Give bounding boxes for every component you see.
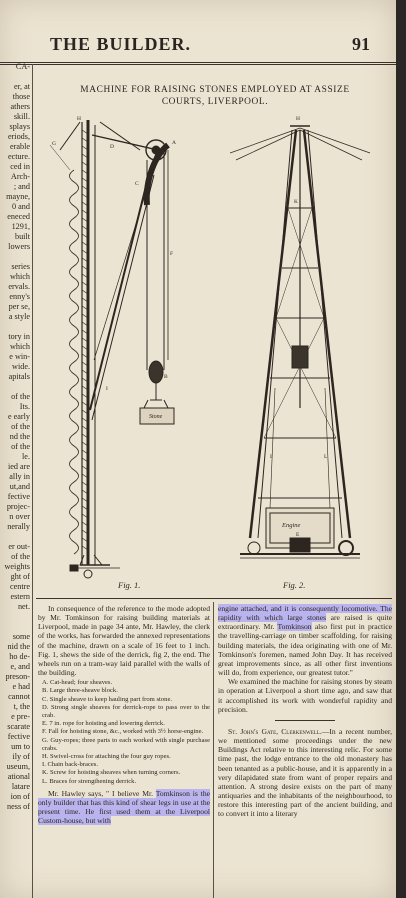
margin-text-line: a style — [8, 312, 30, 321]
paragraph-2-start: Mr. Hawley says, " I believe Mr. — [48, 788, 156, 798]
margin-text-line: weights — [4, 562, 30, 571]
fig2-letter-l: L — [324, 454, 328, 460]
margin-text-line: e pre- — [11, 712, 30, 721]
section-divider — [275, 720, 335, 721]
figure-title — [40, 84, 390, 108]
margin-text-line: e had — [12, 682, 30, 691]
margin-text-line: ced in — [10, 162, 30, 171]
fig1-letter-b: B — [164, 374, 168, 380]
publication-title: THE BUILDER. — [50, 34, 192, 54]
article-body: —In a recent number, we mentioned some proceedings under the new Buildings Act relative to this interesting relic. For some time past, the lodge entrance to the old monastery has been tenanted as a public-house, and it is apparently in a very dilapidated state from want of proper repairs and attention. A strong desire exists on the part of many antiquaries and the inhabitants of the neighbourhood, to restore this interesting part of the ancient building, and to convert it into a literary — [218, 726, 392, 819]
margin-text-line: useum, — [6, 762, 30, 771]
margin-text-line — [0, 622, 30, 632]
margin-text-line: ness of — [7, 802, 30, 811]
article-st-johns-gate — [218, 727, 392, 819]
margin-text-line: 1291, — [11, 222, 30, 231]
margin-text-line — [0, 612, 30, 622]
margin-text-line: ally in — [9, 472, 30, 481]
margin-text-line: CA- — [15, 62, 30, 71]
margin-text-line: ational — [7, 772, 30, 781]
legend-item: F. Fall for hoisting stone, &c., worked with 3½ horse-engine. — [42, 728, 204, 736]
legend-item: B. Large three-sheave block. — [42, 687, 118, 695]
continuation-text-1: are raised is quite extraordinary. Mr. — [218, 613, 393, 632]
margin-text-line: fective — [7, 732, 30, 741]
margin-text-line: erable — [10, 142, 30, 151]
margin-text-line: e early — [7, 412, 30, 421]
page-edge-shadow — [396, 0, 406, 898]
margin-text-line: apitals — [8, 372, 30, 381]
fig1-caption: Fig. 1. — [118, 580, 141, 590]
article-continuation — [218, 604, 392, 677]
legend-item: L. Braces for strengthening derrick. — [42, 777, 137, 785]
margin-text-line: splays — [9, 122, 30, 131]
margin-text-line: ; and — [13, 182, 30, 191]
fig1-letter-c: C — [135, 181, 139, 187]
margin-text-line: some — [12, 632, 30, 641]
margin-text-line: ied are — [7, 462, 30, 471]
highlighted-text-1: Tomkinson is the only builder that has this kind of shear legs in use at the present time. He first used them at the Liverpool Custom-house, but with — [38, 788, 210, 826]
engine-label: Engine — [282, 522, 301, 529]
margin-text-line: er, at — [13, 82, 30, 91]
margin-text-line: nerally — [7, 522, 30, 531]
stone-label: Stone — [149, 414, 163, 420]
margin-text-line: ut,and — [9, 482, 30, 491]
margin-text-line: scarate — [7, 722, 30, 731]
page-number: 91 — [352, 34, 370, 54]
margin-text-line: ght of — [10, 572, 30, 581]
figure-title-line2: COURTS, LIVERPOOL. — [161, 97, 269, 107]
margin-text-line: n over — [9, 512, 30, 521]
margin-text-line: built — [14, 232, 30, 241]
figure-bottom-rule — [36, 598, 392, 599]
fig1-letter-f: F — [170, 251, 174, 257]
fig2-engraving — [230, 108, 390, 578]
margin-text-line: latare — [11, 782, 30, 791]
margin-text-line: net. — [17, 602, 30, 611]
highlighted-text-2: engine attached, and it is consequently locomotive. The rapidity with which large stones — [218, 604, 392, 623]
margin-text-line: per se, — [8, 302, 30, 311]
continuation-text-2: also first put in practice the travelling-carriage on timber scaffolding, for raising building materials, the idea originating with one of Mr. Tomkinson's foremen, named John Day. It has received great improvements since, as all other first inventions will do, from experience, our greatest tutor." — [218, 622, 392, 678]
margin-text-line: nd the — [9, 432, 30, 441]
fig2-letter-e: E — [296, 532, 300, 538]
margin-text-line: preson- — [5, 672, 30, 681]
margin-text-line: which — [9, 272, 30, 281]
margin-text-line: tory in — [8, 332, 30, 341]
fig1-letter-h: H — [77, 116, 81, 122]
margin-text-line: mayne, — [6, 192, 30, 201]
margin-text-line — [0, 532, 30, 542]
article-paragraph-2 — [38, 789, 210, 826]
legend-item: A. Cat-head; four sheaves. — [42, 679, 113, 687]
left-margin-column — [0, 62, 30, 898]
margin-text-line: centre — [10, 582, 30, 591]
column-divider-center — [213, 602, 214, 898]
page-header — [0, 30, 396, 64]
legend-item: H. Swivel-cross for attaching the four guy ropes. — [42, 753, 171, 761]
margin-text-line: um to — [11, 742, 30, 751]
margin-text-line: wide. — [12, 362, 30, 371]
margin-text-line: Its. — [19, 402, 30, 411]
header-rule — [0, 62, 396, 63]
margin-text-line: fective — [7, 492, 30, 501]
margin-text-line: e win- — [9, 352, 30, 361]
fig1-letter-a: A — [172, 140, 176, 146]
legend-item: E. 7 in. rope for hoisting and lowering derrick. — [42, 720, 165, 728]
margin-text-line: series — [11, 262, 30, 271]
header-rule-2 — [0, 64, 396, 65]
fig1-letter-g: G — [52, 141, 56, 147]
margin-text-line: those — [12, 92, 30, 101]
margin-text-line: er out- — [8, 542, 30, 551]
margin-text-line: estern — [10, 592, 30, 601]
margin-text-line: eriods, — [7, 132, 30, 141]
margin-text-line: e, and — [10, 662, 30, 671]
fig2-letter-h: H — [296, 116, 300, 122]
legend-item: I. Chain back-braces. — [42, 761, 99, 769]
margin-text-line: of the — [11, 392, 30, 401]
margin-text-line — [0, 72, 30, 82]
fig1-letter-i: I — [106, 386, 108, 392]
fig2-letter-k: K — [294, 199, 298, 205]
fig1-engraving — [40, 110, 230, 590]
margin-text-line: skill. — [13, 112, 30, 121]
legend-item: C. Single sheave to keep hauling part from stone. — [42, 695, 173, 703]
column-right — [218, 604, 392, 818]
margin-text-line: eneced — [7, 212, 30, 221]
fig1-letter-d: D — [110, 144, 114, 150]
margin-text-line: lowers — [8, 242, 30, 251]
article-paragraph-3: We examined the machine for raising stones by steam in operation at Liverpool a short time ago, and saw that it accomplished its work with wonderful rapidity and precision. — [218, 677, 392, 714]
margin-text-line: which — [9, 342, 30, 351]
margin-text-line: of the — [11, 552, 30, 561]
margin-text-line: ily of — [12, 752, 30, 761]
legend-item: K. Screw for hoisting sheaves when turning corners. — [42, 769, 181, 777]
column-divider-left — [32, 64, 33, 898]
margin-text-line: of the — [11, 442, 30, 451]
margin-text-line: ion of — [10, 792, 30, 801]
highlighted-text-3: Tomkinson — [277, 622, 312, 632]
article-heading: St. John's Gate, Clerkenwell. — [228, 726, 322, 736]
margin-text-line: t, the — [13, 702, 30, 711]
margin-text-line: ho de- — [9, 652, 30, 661]
article-paragraph-1: In consequence of the reference to the mode adopted by Mr. Tomkinson for raising building materials at Liverpool, made in page 34 ante, Mr. Hawley, the clerk of the works, has forwarded the annexed representations of the machine, drawn on a scale of 16 feet to 1 inch. Fig. 1, shews the side of the derrick, fig 2, the end. The wheels run on a tram-way laid parallel with the walls of the building. — [38, 604, 210, 678]
margin-text-line: enny's — [9, 292, 30, 301]
figure-title-line1: MACHINE FOR RAISING STONES EMPLOYED AT ASSIZE — [80, 85, 350, 95]
margin-text-line: nid the — [7, 642, 30, 651]
margin-text-line: Arch- — [10, 172, 30, 181]
margin-text-line — [0, 322, 30, 332]
figure-legend — [38, 679, 210, 786]
margin-text-line: athers — [10, 102, 30, 111]
margin-text-line: projec- — [6, 502, 30, 511]
margin-text-line: 0 and — [12, 202, 30, 211]
fig2-caption: Fig. 2. — [283, 580, 306, 590]
margin-text-line — [0, 252, 30, 262]
fig2-letter-i: I — [270, 454, 272, 460]
margin-text-line: cannot — [8, 692, 30, 701]
margin-text-line: of the — [11, 422, 30, 431]
legend-item: G. Guy-ropes; three parts to each worked with single purchase crabs. — [42, 736, 210, 752]
margin-text-line — [0, 382, 30, 392]
legend-item: D. Strong single sheaves for derrick-rope to pass over to the crab. — [42, 703, 210, 720]
column-left — [38, 604, 210, 826]
margin-text-line: ervals. — [8, 282, 30, 291]
margin-text-line: le. — [22, 452, 30, 461]
margin-text-line: ecture. — [7, 152, 30, 161]
